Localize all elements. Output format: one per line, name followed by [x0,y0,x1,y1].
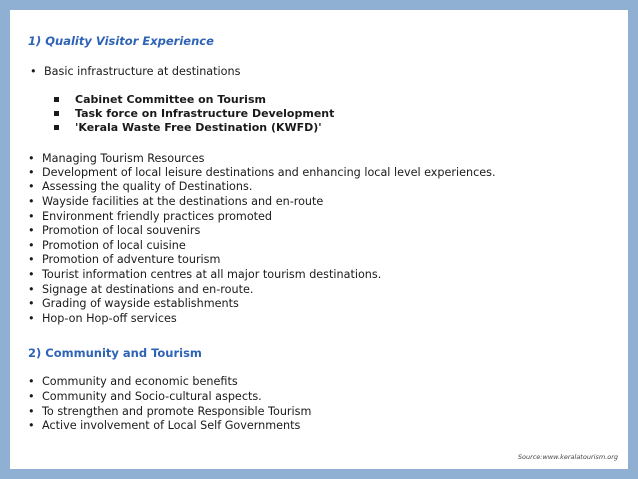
bullet: • [28,390,35,403]
list-item: • To strengthen and promote Responsible Tourism [28,405,312,418]
list-item: • Promotion of local souvenirs [28,224,201,237]
bullet: • [28,180,35,193]
section1-intro-item [30,64,240,79]
list-item: • Signage at destinations and en-route. [28,283,254,296]
subitem-3: 'Kerala Waste Free Destination (KWFD)' [54,121,322,135]
square-bullet-icon [54,97,59,102]
bullet: • [28,312,35,325]
list-item: • Community and Socio-cultural aspects. [28,390,262,403]
bullet: • [28,419,35,432]
list-item: • Assessing the quality of Destinations. [28,180,253,193]
bullet: • [28,268,35,281]
list-item: • Tourist information centres at all major tourism destinations. [28,268,382,281]
list-item: • Promotion of adventure tourism [28,253,221,266]
bullet: • [30,65,37,78]
bullet: • [28,210,35,223]
bullet: • [28,166,35,179]
source-citation: Source:www.keralatourism.org [517,453,618,461]
list-item: • Development of local leisure destinations and enhancing local level experiences. [28,166,496,179]
subitem-2: Task force on Infrastructure Development [54,107,334,121]
bullet: • [28,297,35,310]
section1-intro-text: Basic infrastructure at destinations [44,65,241,78]
bullet: • [28,405,35,418]
list-item: • Environment friendly practices promoted [28,210,273,223]
list-item: • Active involvement of Local Self Governments [28,419,301,432]
bullet: • [28,375,35,388]
square-bullet-icon [54,125,59,130]
subitem-1: Cabinet Committee on Tourism [54,93,266,107]
bullet: • [28,283,35,296]
bullet: • [28,195,35,208]
section1-heading: 1) Quality Visitor Experience [28,34,214,48]
list-item: • Community and economic benefits [28,375,238,388]
list-item: • Hop-on Hop-off services [28,312,177,325]
bullet: • [28,239,35,252]
list-item: • Promotion of local cuisine [28,239,186,252]
bullet: • [28,253,35,266]
section2-heading: 2) Community and Tourism [28,346,202,360]
bullet: • [28,224,35,237]
slide [10,10,628,469]
list-item: • Grading of wayside establishments [28,297,239,310]
list-item: • Managing Tourism Resources [28,152,205,165]
list-item: • Wayside facilities at the destinations and en-route [28,195,324,208]
square-bullet-icon [54,111,59,116]
bullet: • [28,152,35,165]
